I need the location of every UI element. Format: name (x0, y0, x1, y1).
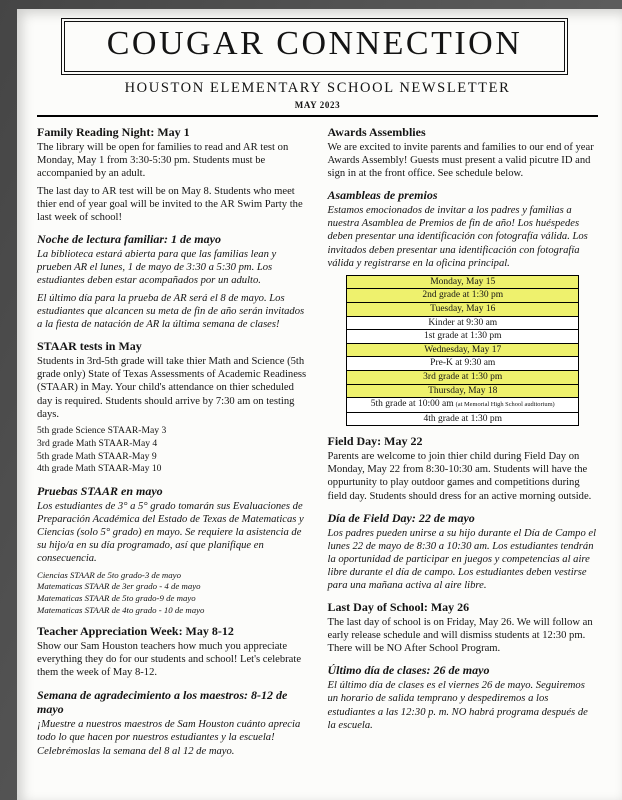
schedule-list-item: Matematicas STAAR de 5to grado-9 de mayo (37, 593, 196, 604)
newsletter-page (17, 9, 622, 800)
schedule-list-item: 5th grade Math STAAR-May 9 (37, 450, 157, 462)
section-heading: STAAR tests in May (37, 339, 142, 354)
section-dia-de-field-day (328, 511, 599, 593)
section-heading: Último día de clases: 26 de mayo (327, 663, 490, 678)
left-column (37, 124, 308, 762)
schedule-list-item: Ciencias STAAR de 5to grado-3 de mayo (37, 569, 181, 580)
section-heading: Pruebas STAAR en mayo (37, 483, 163, 498)
newsletter-title: COUGAR CONNECTION (106, 25, 523, 62)
schedule-table-cell: 5th grade at 10:00 am (370, 399, 454, 410)
schedule-table-row (347, 303, 578, 317)
section-heading: Field Day: May 22 (327, 434, 423, 449)
section-noche-de-lectura (37, 232, 308, 331)
section-pruebas-staar (37, 484, 308, 616)
schedule-table-cell: 3rd grade at 1:30 pm (423, 371, 503, 382)
section-paragraph: Los padres pueden unirse a su hijo durante el Día de Campo el lunes 22 de mayo de 8:30 a 10:30 am. Los estudiantes tendrán la oportunidad de participar en juegos y competencias al aire libre durante el día de campo. Los estudiantes deben vestirse para una mañana activa al aire libre. (327, 527, 597, 592)
schedule-table-cell: Wednesday, May 17 (424, 344, 502, 355)
section-paragraph: Los estudiantes de 3° a 5° grado tomarán sus Evaluaciones de Preparación Académica del Estado de Texas de Matematicas y Ciencias (solo 5° grado) en mayo. Se requiere la asistencia de su hijo/a en su día programado, así que planifique en consecuencia. (37, 500, 304, 565)
schedule-table-row (347, 289, 578, 303)
section-paragraph: Parents are welcome to join thier child during Field Day on Monday, May 22 from 8:30-10:30 am. Students will have the oppurtunity to play outdoor games and competitions during field day. Students should dress for an active morning outside. (327, 451, 592, 502)
schedule-table-cell: Tuesday, May 16 (430, 303, 496, 314)
section-asambleas-de-premios (328, 188, 599, 270)
section-semana-de-agradecimiento (37, 688, 308, 758)
section-paragraph: El último día de clases es el viernes 26 de mayo. Seguiremos un horario de salida temprano y despediremos a los estudiantes a las 12:30 p. m. NO habrá programa después de la escuela. (327, 680, 588, 731)
schedule-list-item: Matematicas STAAR de 4to grado - 10 de mayo (37, 604, 205, 615)
section-paragraph: Students in 3rd-5th grade will take thier Math and Science (5th grade only) State of Texas Assessments of Academic Readiness (STAAR) in May. Your child's attendance on thier scheduled day is required. Students should arrive by 7:30 am on testing days. (37, 356, 307, 420)
right-column (328, 124, 599, 762)
schedule-table-row (347, 317, 578, 331)
schedule-table-row (347, 398, 578, 413)
schedule-table-cell: 1st grade at 1:30 pm (423, 331, 502, 342)
awards-schedule-table (346, 275, 579, 427)
section-paragraph: The last day of school is on Friday, May 26. We will follow an early release schedule and will dismiss students at 12:30 pm. There will be NO After School Program. (327, 617, 593, 655)
schedule-list-item: 4th grade Math STAAR-May 10 (37, 463, 162, 475)
schedule-table-cell: Monday, May 15 (430, 276, 496, 287)
section-paragraph: La biblioteca estará abierta para que las familias lean y prueben AR el lunes, 1 de mayo de 3:30 a 5:30 pm. Los estudiantes deben estar acompañados por un adulto. (37, 249, 277, 287)
schedule-table-row (347, 276, 578, 290)
section-staar-tests (37, 339, 308, 476)
section-paragraph: ¡Muestre a nuestros maestros de Sam Houston cuánto aprecia todo lo que hacen por nuestros estudiantes y la escuela! Celebrémoslas la semana del 8 al 12 de mayo. (37, 719, 301, 757)
schedule-table-cell: 2nd grade at 1:30 pm (422, 290, 504, 301)
section-field-day (328, 434, 599, 502)
section-heading: Family Reading Night: May 1 (37, 125, 190, 139)
masthead-divider (37, 115, 598, 117)
newsletter-title-box (61, 18, 568, 75)
schedule-table-row (347, 344, 578, 358)
section-paragraph: The last day to AR test will be on May 8. Students who meet thier end of year goal will be invited to the AR Swim Party the last week of school! (37, 185, 303, 223)
schedule-table-row (347, 385, 578, 399)
schedule-table-cell: Pre-K at 9:30 am (430, 358, 496, 369)
section-ultimo-dia-de-clases (328, 663, 599, 731)
section-heading: Día de Field Day: 22 de mayo (327, 510, 475, 525)
issue-date: MAY 2023 (294, 100, 341, 110)
schedule-list-item: 5th grade Science STAAR-May 3 (37, 425, 167, 437)
schedule-table-cell: Kinder at 9:30 am (428, 317, 498, 328)
schedule-table-row (347, 357, 578, 371)
schedule-table-row (347, 413, 578, 426)
newsletter-subtitle: HOUSTON ELEMENTARY SCHOOL NEWSLETTER (124, 80, 511, 96)
section-teacher-appreciation-week (37, 624, 308, 679)
section-heading: Awards Assemblies (327, 125, 426, 139)
schedule-table-cell: Thursday, May 18 (428, 385, 498, 396)
section-last-day-of-school (328, 600, 599, 655)
section-heading: Teacher Appreciation Week: May 8-12 (37, 624, 234, 639)
schedule-list-item: 3rd grade Math STAAR-May 4 (37, 437, 158, 449)
masthead (37, 18, 598, 117)
section-heading: Semana de agradecimiento a los maestros: 8-12 de mayo (37, 687, 288, 717)
section-paragraph: The library will be open for families to read and AR test on Monday, May 1 from 3:30-5:30 pm. Students must be accompanied by an adult. (37, 141, 289, 180)
section-paragraph: El último día para la prueba de AR será el 8 de mayo. Los estudiantes que alcancen su meta de fin de año serán invitados a la fiesta de natación de AR la última semana de clases! (37, 292, 305, 331)
schedule-list-item: Matematicas STAAR de 3er grado - 4 de mayo (37, 581, 201, 592)
section-heading: Noche de lectura familiar: 1 de mayo (37, 232, 221, 247)
schedule-table-row (347, 330, 578, 344)
section-heading: Asambleas de premios (327, 188, 438, 203)
section-awards-assemblies (328, 125, 599, 180)
schedule-table-cell-note: (at Memorial High School auditorium) (455, 401, 555, 409)
staar-schedule-list (37, 425, 308, 476)
schedule-table-cell: 4th grade at 1:30 pm (423, 413, 503, 424)
section-heading: Last Day of School: May 26 (327, 600, 470, 615)
section-paragraph: We are excited to invite parents and families to our end of year Awards Assembly! Guests must present a valid picutre ID and sign in at the front office. See schedule below. (327, 141, 594, 180)
section-paragraph: Estamos emocionados de invitar a los padres y familias a nuestra Asamblea de Premios de fin de año! Los huéspedes deben presentar una identificación con fotografía válida. Los invitados deben presentar una identificación con fotografía válida y registrarse en la oficina principal. (327, 205, 588, 269)
section-family-reading-night (37, 125, 308, 224)
schedule-table-row (347, 371, 578, 385)
staar-schedule-list-spanish (37, 570, 308, 616)
section-paragraph: Show our Sam Houston teachers how much you appreciate everything they do for our students and school! Let's celebrate them the week of May 8-12. (37, 641, 302, 679)
two-column-layout (37, 124, 598, 762)
